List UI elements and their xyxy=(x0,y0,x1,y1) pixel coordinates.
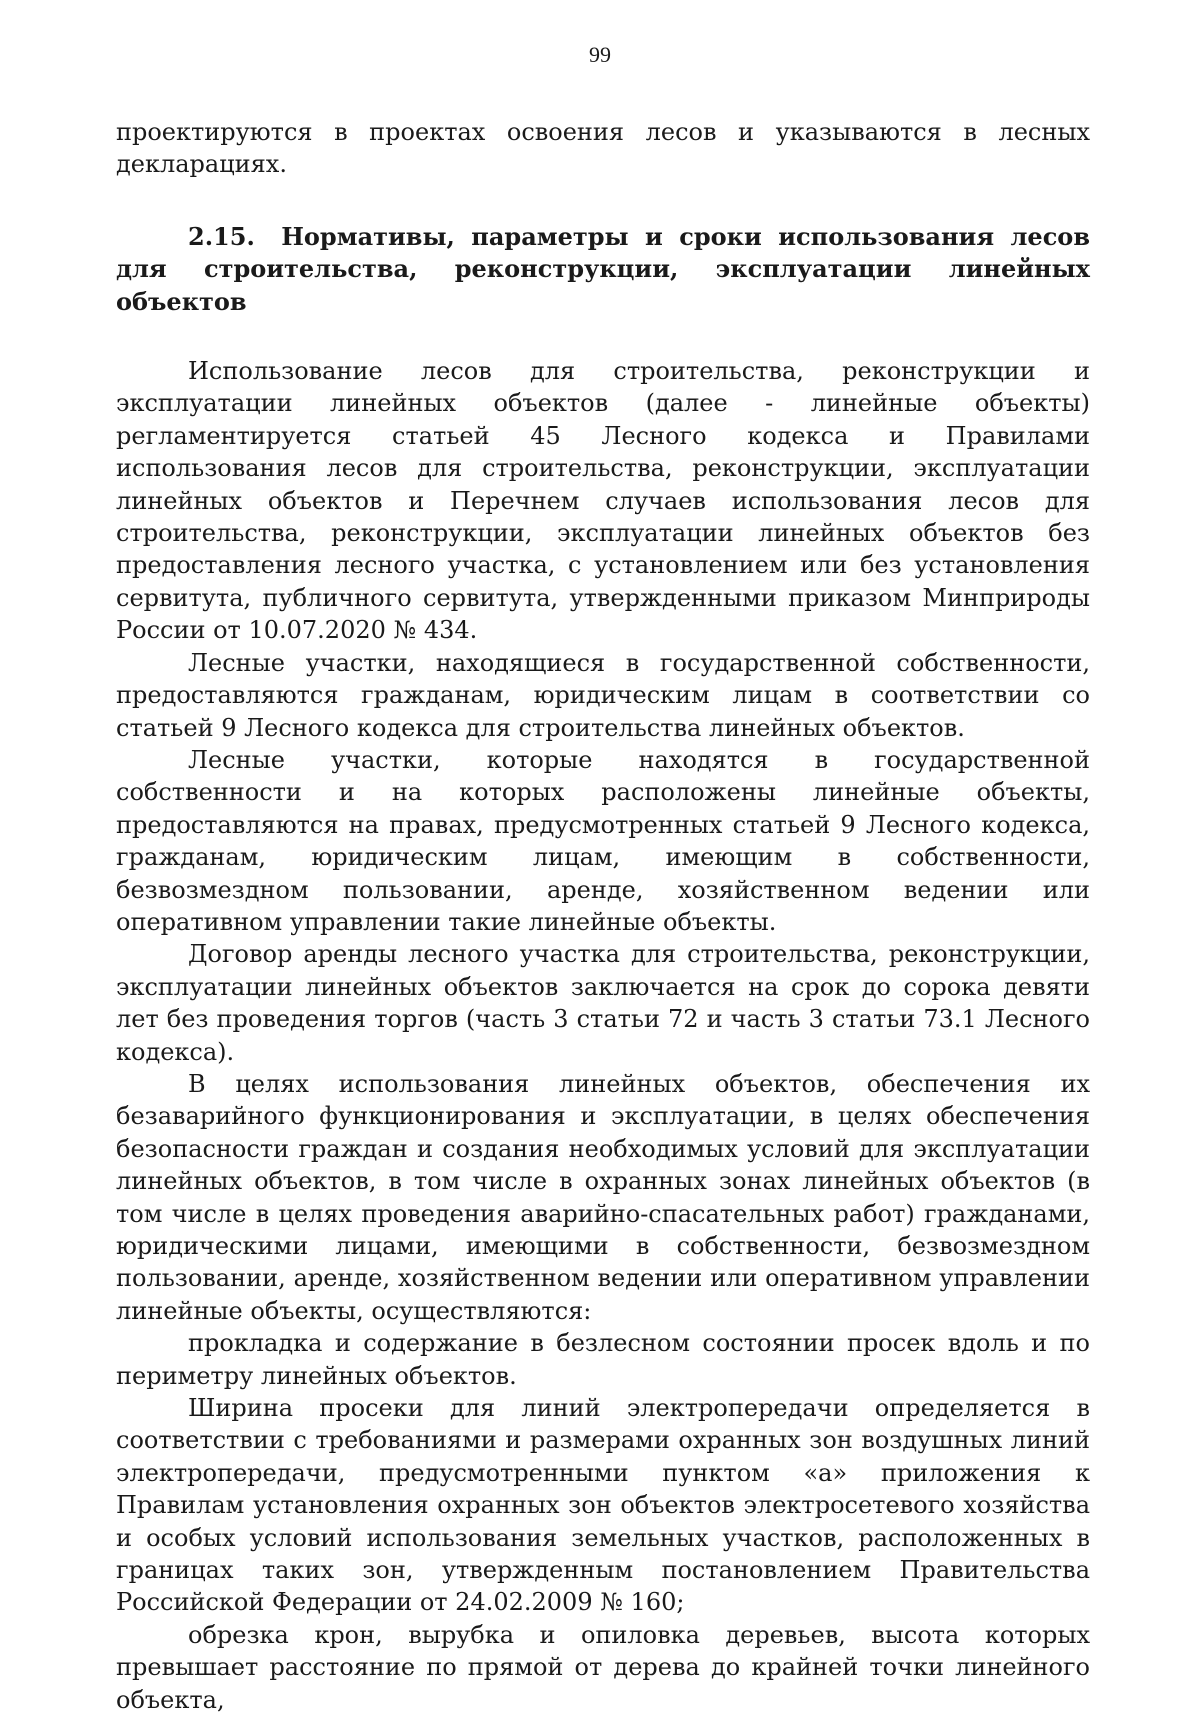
paragraph: Использование лесов для строительства, реконструкции и эксплуатации линейных объектов (далее - линейные объекты) регламентируется статьей 45 Лесного кодекса и Правилами использования лесов для строительства, реконструкции, эксплуатации линейных объектов и Перечнем случаев использования лесов для строительства, реконструкции, эксплуатации линейных объектов без предоставления лесного участка, с установлением или без установления сервитута, публичного сервитута, утвержденными приказом Минприроды России от 10.07.2020 № 434. xyxy=(116,357,1090,645)
section-heading xyxy=(116,221,1090,318)
paragraph: В целях использования линейных объектов, обеспечения их безаварийного функционирования и эксплуатации, в целях обеспечения безопасности граждан и создания необходимых условий для эксплуатации линейных объектов, в том числе в охранных зонах линейных объектов (в том числе в целях проведения аварийно-спасательных работ) гражданами, юридическими лицами, имеющими в собственности, безвозмездном пользовании, аренде, хозяйственном ведении или оперативном управлении линейные объекты, осуществляются: xyxy=(116,1069,1090,1325)
page-number: 99 xyxy=(589,42,611,67)
paragraph: Договор аренды лесного участка для строительства, реконструкции, эксплуатации линейных объектов заключается на срок до сорока девяти лет без проведения торгов (часть 3 статьи 72 и часть 3 статьи 73.1 Лесного кодекса). xyxy=(116,940,1090,1066)
section-number: 2.15. xyxy=(188,221,255,251)
section-title: Нормативы, параметры и сроки использования лесов для строительства, реконструкции, эксплуатации линейных объектов xyxy=(116,221,1090,316)
paragraph: Ширина просеки для линий электропередачи определяется в соответствии с требованиями и размерами охранных зон воздушных линий электропередачи, предусмотренными пунктом «а» приложения к Правилам установления охранных зон объектов электросетевого хозяйства и особых условий использования земельных участков, расположенных в границах таких зон, утвержденным постановлением Правительства Российской Федерации от 24.02.2009 № 160; xyxy=(116,1394,1090,1617)
document-body xyxy=(116,116,1090,1716)
continuation-paragraph: проектируются в проектах освоения лесов и указываются в лесных декларациях. xyxy=(116,118,1090,179)
paragraph: Лесные участки, находящиеся в государственной собственности, предоставляются гражданам, юридическим лицам в соответствии со статьей 9 Лесного кодекса для строительства линейных объектов. xyxy=(116,648,1090,742)
paragraph: обрезка крон, вырубка и опиловка деревьев, высота которых превышает расстояние по прямой от дерева до крайней точки линейного объекта, xyxy=(116,1620,1090,1714)
paragraph: Лесные участки, которые находятся в государственной собственности и на которых расположены линейные объекты, предоставляются на правах, предусмотренных статьей 9 Лесного кодекса, гражданам, юридическим лицам, имеющим в собственности, безвозмездном пользовании, аренде, хозяйственном ведении или оперативном управлении такие линейные объекты. xyxy=(116,745,1090,936)
paragraph: прокладка и содержание в безлесном состоянии просек вдоль и по периметру линейных объектов. xyxy=(116,1329,1090,1390)
